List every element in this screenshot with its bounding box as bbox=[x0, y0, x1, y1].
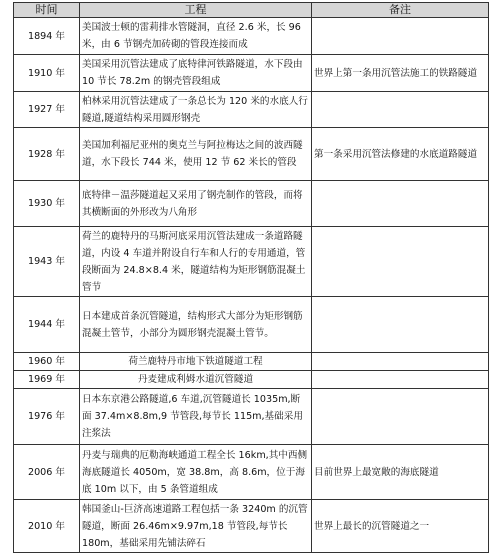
project-cell: 荷兰鹿特丹市地下铁道隧道工程 bbox=[80, 353, 312, 371]
table-row bbox=[14, 445, 489, 500]
year-cell: 1943 年 bbox=[14, 227, 80, 297]
table-row bbox=[14, 371, 489, 389]
table-row bbox=[14, 227, 489, 297]
remark-cell: 世界上第一条用沉管法施工的铁路隧道 bbox=[312, 55, 489, 92]
year-cell: 1928 年 bbox=[14, 128, 80, 181]
project-cell: 丹麦与瑞典的厄勒海峡通道工程全长 16km,其中西侧海底隧道长 4050m，宽 38.8m，高 8.6m，位于海底 10m 以下，由 5 条管道组成 bbox=[80, 445, 312, 500]
year-cell: 1927 年 bbox=[14, 92, 80, 128]
project-cell: 丹麦建成利姆水道沉管隧道 bbox=[80, 371, 312, 389]
tunnel-history-table bbox=[13, 2, 489, 553]
project-cell: 底特律－温莎隧道起又采用了钢壳制作的管段，而将其横断面的外形改为八角形 bbox=[80, 181, 312, 227]
remark-cell: 世界上最长的沉管隧道之一 bbox=[312, 500, 489, 553]
project-cell: 荷兰的鹿特丹的马斯河底采用沉管法建成一条道路隧道，内设 4 车道并附设自行车和人行的专用通道，管段断面为 24.8×8.4 米，隧道结构为矩形钢筋混凝土管节 bbox=[80, 227, 312, 297]
header-project: 工程 bbox=[80, 3, 312, 18]
table-row bbox=[14, 128, 489, 181]
header-remark: 备注 bbox=[312, 3, 489, 18]
table-row bbox=[14, 181, 489, 227]
remark-cell: 目前世界上最宽敞的海底隧道 bbox=[312, 445, 489, 500]
remark-cell bbox=[312, 371, 489, 389]
table-row bbox=[14, 92, 489, 128]
remark-cell bbox=[312, 18, 489, 55]
year-cell: 2006 年 bbox=[14, 445, 80, 500]
year-cell: 1944 年 bbox=[14, 297, 80, 353]
year-cell: 1894 年 bbox=[14, 18, 80, 55]
year-cell: 1976 年 bbox=[14, 389, 80, 445]
project-cell: 日本东京港公路隧道,6 车道,沉管隧道长 1035m,断面 37.4m×8.8m,9 节管段,每节长 115m,基础采用注浆法 bbox=[80, 389, 312, 445]
remark-cell bbox=[312, 92, 489, 128]
table-row bbox=[14, 18, 489, 55]
year-cell: 1960 年 bbox=[14, 353, 80, 371]
project-cell: 美国加利福尼亚州的奥克兰与阿拉梅达之间的波西隧道，水下段长 744 米，使用 12 节 62 米长的管段 bbox=[80, 128, 312, 181]
year-cell: 1930 年 bbox=[14, 181, 80, 227]
table-row bbox=[14, 389, 489, 445]
year-cell: 1969 年 bbox=[14, 371, 80, 389]
remark-cell bbox=[312, 353, 489, 371]
project-cell: 柏林采用沉管法建成了一条总长为 120 米的水底人行隧道,隧道结构采用圆形钢壳 bbox=[80, 92, 312, 128]
project-cell: 美国波士顿的雷莉排水管隧洞，直径 2.6 米，长 96 米，由 6 节钢壳加砖砌的管段连接而成 bbox=[80, 18, 312, 55]
remark-cell bbox=[312, 181, 489, 227]
table-row bbox=[14, 297, 489, 353]
table-row bbox=[14, 500, 489, 553]
remark-cell: 第一条采用沉管法修建的水底道路隧道 bbox=[312, 128, 489, 181]
remark-cell bbox=[312, 227, 489, 297]
remark-cell bbox=[312, 297, 489, 353]
project-cell: 日本建成首条沉管隧道，结构形式大部分为矩形钢筋混凝土管节，小部分为圆形钢壳混凝土管节。 bbox=[80, 297, 312, 353]
year-cell: 1910 年 bbox=[14, 55, 80, 92]
table-row bbox=[14, 353, 489, 371]
table-row bbox=[14, 55, 489, 92]
header-row bbox=[14, 3, 489, 18]
project-cell: 美国采用沉管法建成了底特律河铁路隧道，水下段由 10 节长 78.2m 的钢壳管段组成 bbox=[80, 55, 312, 92]
project-cell: 韩国釜山-巨济高速道路工程包括一条 3240m 的沉管隧道，断面 26.46m×9.97m,18 节管段,每节长 180m，基础采用先铺法碎石 bbox=[80, 500, 312, 553]
tunnel-history-document bbox=[13, 2, 488, 548]
header-time: 时间 bbox=[14, 3, 80, 18]
year-cell: 2010 年 bbox=[14, 500, 80, 553]
remark-cell bbox=[312, 389, 489, 445]
